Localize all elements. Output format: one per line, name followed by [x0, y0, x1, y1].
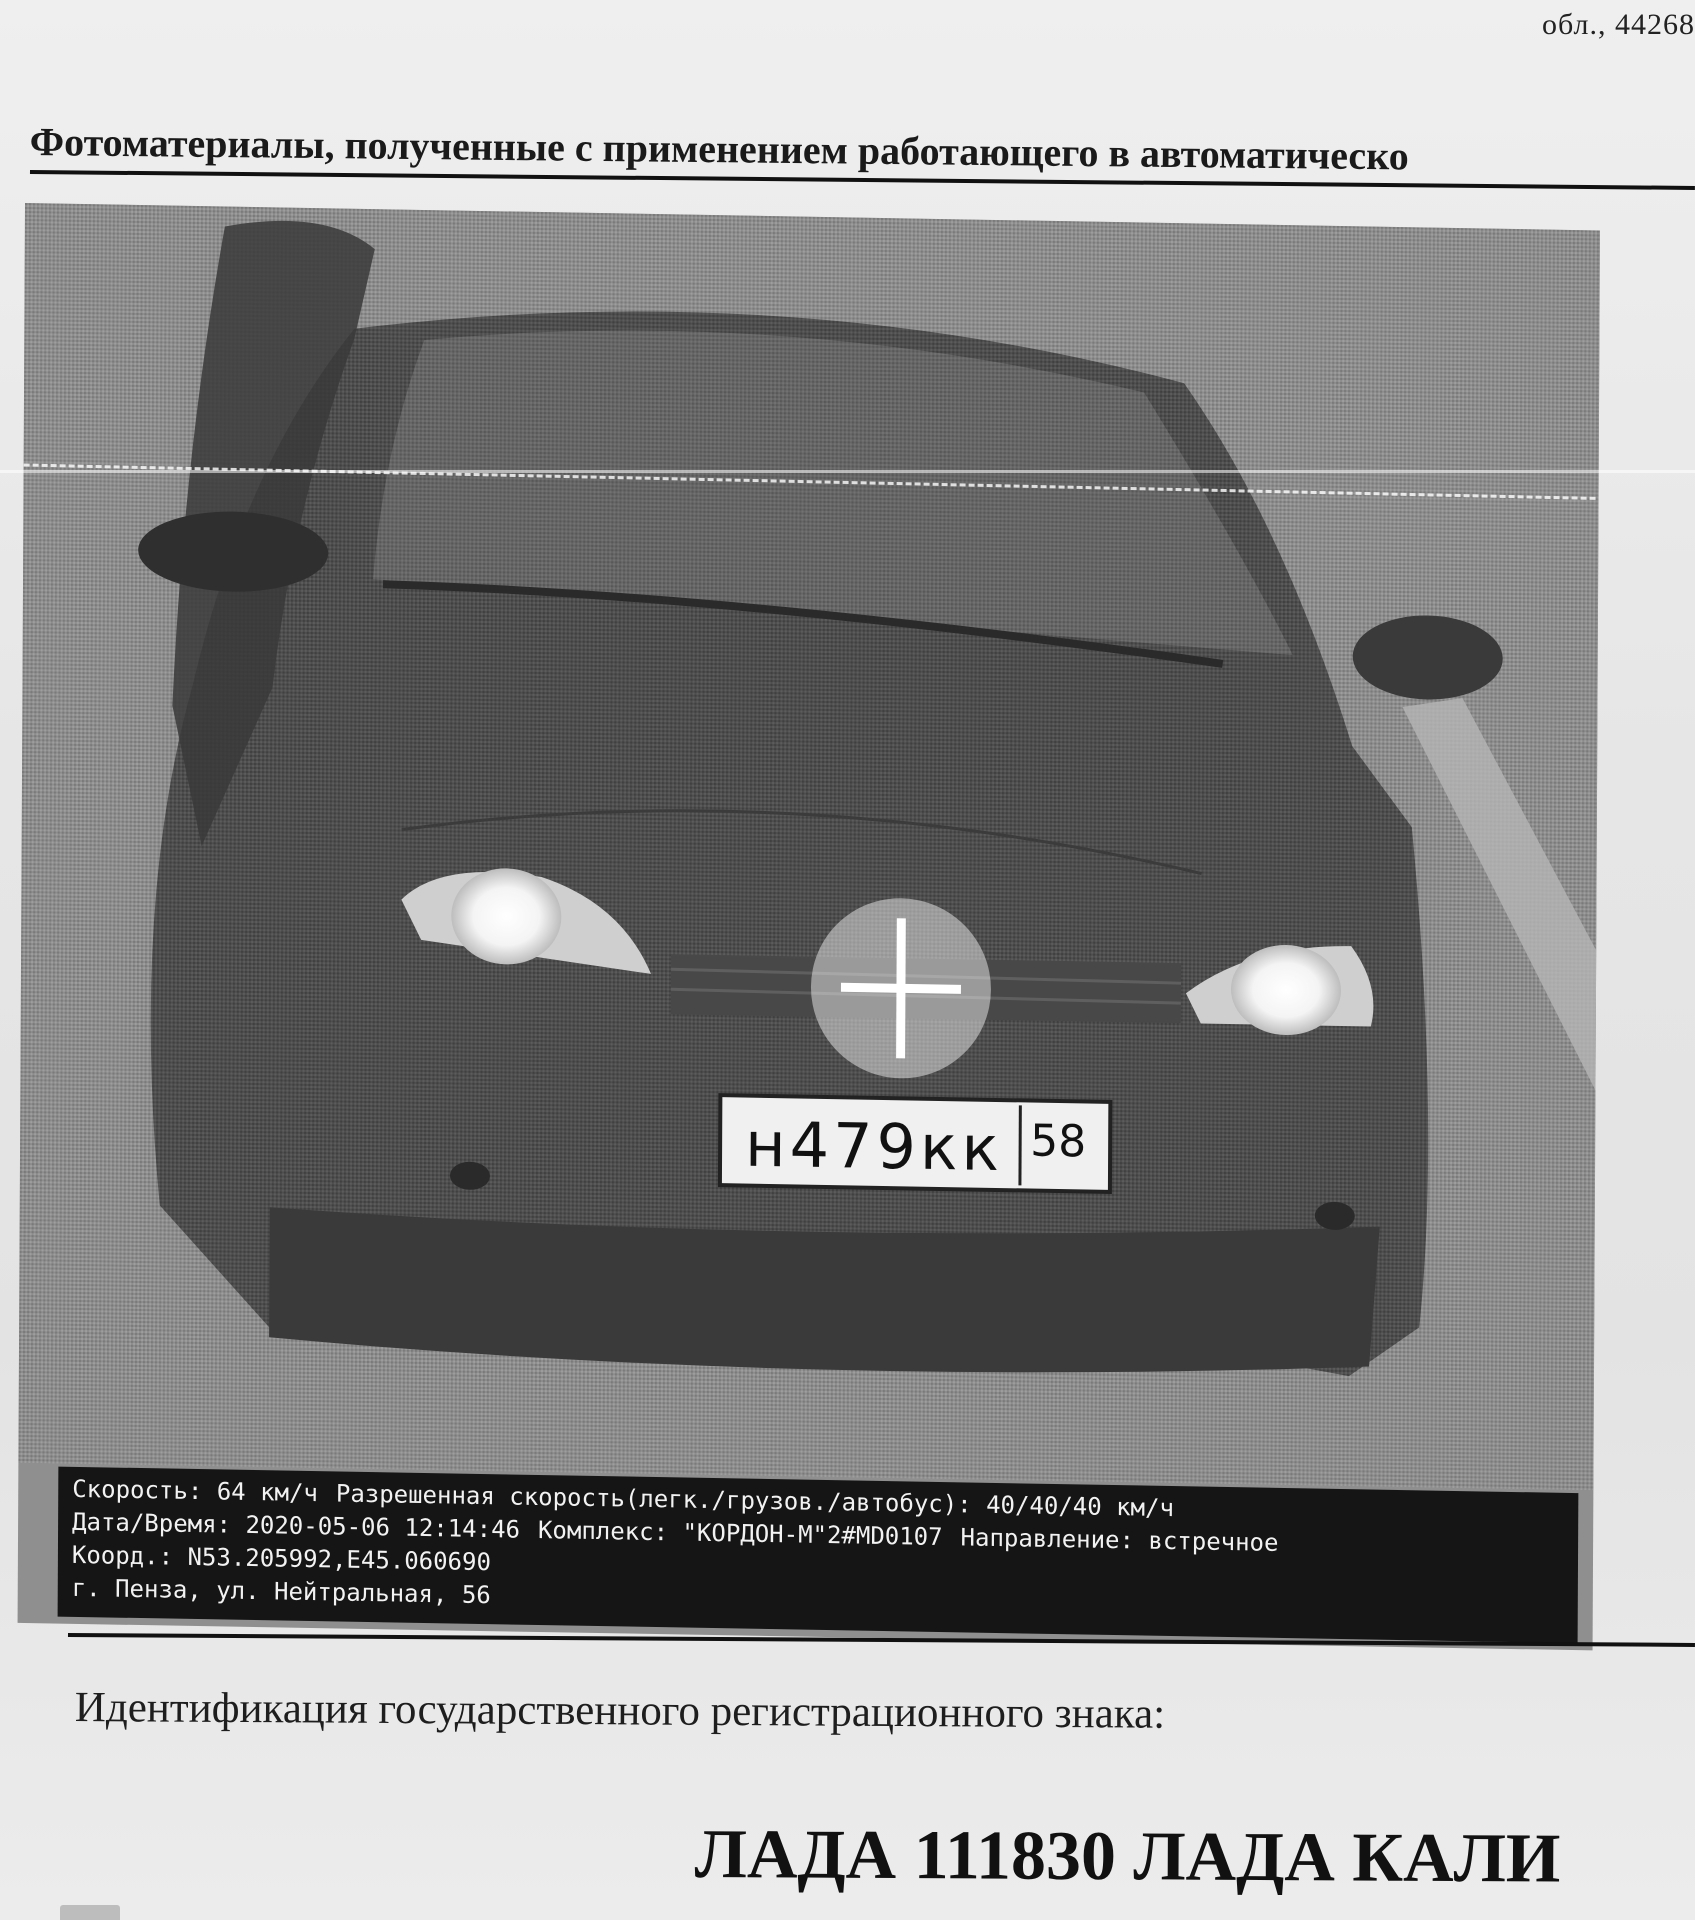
license-plate-region: 58 — [1030, 1115, 1087, 1168]
caption-coordinates: Коорд.: N53.205992,E45.060690 — [71, 1540, 492, 1577]
cut-off-text-fragment — [60, 1905, 120, 1920]
caption-address: г. Пенза, ул. Нейтральная, 56 — [71, 1573, 491, 1610]
car-photo-image — [18, 203, 1600, 1490]
license-plate-number: н479кк — [744, 1107, 1004, 1186]
identification-label: Идентификация государственного регистрационного знака: — [74, 1684, 1166, 1738]
corner-address: обл., 44268 — [1542, 8, 1695, 41]
caption-allowed-speed: Разрешенная скорость(легк./грузов./автобус): 40/40/40 км/ч — [335, 1479, 1175, 1523]
vehicle-model: ЛАДА 111830 ЛАДА КАЛИ — [694, 1816, 1561, 1898]
document-header-title: Фотоматериалы, полученные с применением работающего в автоматическо — [29, 118, 1409, 179]
photo-caption — [58, 1467, 1579, 1644]
violation-photo — [18, 203, 1600, 1650]
caption-direction: Направление: встречное — [960, 1523, 1279, 1557]
caption-complex: Комплекс: "КОРДОН-М"2#MD0107 — [537, 1515, 943, 1552]
caption-speed: Скорость: 64 км/ч — [72, 1474, 318, 1508]
paper-fold-crease — [0, 470, 1695, 473]
caption-datetime: Дата/Время: 2020-05-06 12:14:46 — [72, 1507, 521, 1544]
